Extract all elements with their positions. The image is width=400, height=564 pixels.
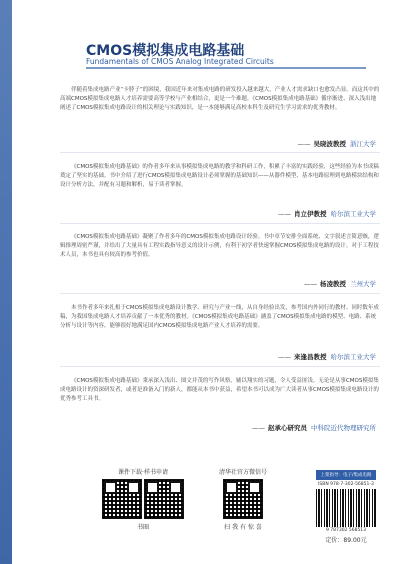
review-3-org: 兰州大学 <box>350 280 376 288</box>
review-3-signature <box>304 279 376 288</box>
review-4-org: 哈尔滨工业大学 <box>330 353 376 361</box>
price: 定价：89.00元 <box>325 537 367 544</box>
left-accent-bar <box>0 0 12 564</box>
barcode-image <box>316 489 376 527</box>
review-4-signature <box>278 352 376 361</box>
signature-dash: —— <box>278 210 291 218</box>
review-2-name: 肖立伊教授 <box>294 210 327 218</box>
review-1 <box>60 86 380 113</box>
review-1-org: 浙江大学 <box>350 140 376 148</box>
review-2-text: 《CMOS模拟集成电路基础》的作者多年来从事模拟集成电路的教学和科研工作，积累了丰富的实践经验，这些经验为本书成稿奠定了坚实的基础。书中介绍了进行CMOS模拟集成电路设计必须掌握的基础知识——从器件模型、基本电路原理到电路模块结构和设计分析方法，并配有习题和解析，易于读者掌握。 <box>60 164 379 188</box>
review-5-org: 中科院近代物理研究所 <box>311 424 376 432</box>
divider-2 <box>60 223 380 224</box>
review-3 <box>60 233 380 260</box>
review-4 <box>60 304 380 331</box>
review-1-text: 伴随着集成电路产业“卡脖子”的困境，我国近年来对集成电路的研发投入越来越大，产业人才需求缺口也愈发凸显。而这其中的高端CMOS模拟集成电路人才培养需要高等学校与产业相结合，更是一个难题。《CMOS模拟集成电路基础》循序渐进、深入浅出地阐述了CMOS模拟集成电路设计的相关理论与实践知识，是一本能够满足高校本科生及研究生学习需求的优秀教材。 <box>60 87 380 111</box>
barcode-number: 9 787302 568513 <box>325 528 367 533</box>
review-1-name: 吴晓波教授 <box>313 140 346 148</box>
signature-dash: —— <box>297 140 311 148</box>
qr-code-courseware <box>102 479 142 519</box>
review-2 <box>60 163 380 190</box>
review-5-signature <box>252 423 376 432</box>
qr-left-row <box>100 479 186 519</box>
divider-3 <box>60 293 380 294</box>
barcode-box <box>316 470 376 548</box>
shelf-category: 上架指导：电子/集成电路 <box>316 470 376 480</box>
qr-block-left <box>100 467 186 531</box>
qr-code-sample <box>144 479 184 519</box>
review-3-name: 杨凌教授 <box>320 280 346 288</box>
qr-code-wechat <box>223 479 263 519</box>
review-5 <box>60 377 380 404</box>
review-5-text: 《CMOS模拟集成电路基础》秉承深入浅出、图文并茂的写作风格，辅以翔实的习题，令人受益匪浅。无论是从事CMOS模拟集成电路设计的资深研发者，或者是准备入门的新人，都能从本书中获益，希望本书可以成为广大读者从事CMOS模拟集成电路设计的优秀参考工具书。 <box>60 378 379 402</box>
review-5-name: 赵承心研究员 <box>268 424 307 432</box>
signature-dash: —— <box>304 280 317 288</box>
isbn: ISBN 978-7-302-56851-3 <box>318 482 374 487</box>
qr-right-caption: 扫 我 有 惊 喜 <box>224 524 262 531</box>
review-4-name: 来逢昌教授 <box>294 353 327 361</box>
review-4-text: 本书作者多年来扎根于CMOS模拟集成电路设计教学、研究与产业一线，从自身经验出发，参考国内外同行的教材、同时数年成稿，为我国集成电路人才培养贡献了一本优秀的教材。《CMOS模拟集成电路基础》涵盖了CMOS模拟集成电路的模型、电路、系统分析与设计等内容，能够很好地满足国内CMOS模拟集成电路产业人才培养的需要。 <box>60 305 379 329</box>
qr-right-label: 清华社官方微信号 <box>218 469 267 476</box>
qr-block-right <box>200 467 286 531</box>
qr-left-caption: 书圈 <box>136 524 149 531</box>
divider-1 <box>60 152 380 153</box>
review-2-signature <box>278 209 376 218</box>
review-1-signature <box>298 139 377 148</box>
divider-4 <box>60 366 380 367</box>
signature-dash: —— <box>278 353 291 361</box>
qr-left-label: 课件下载·样书申请 <box>118 469 168 476</box>
qr-area <box>100 467 300 557</box>
qr-right-row <box>200 479 286 519</box>
signature-dash: —— <box>252 424 265 432</box>
book-title-cn: CMOS模拟集成电路基础 <box>86 43 245 59</box>
review-2-org: 哈尔滨工业大学 <box>330 210 376 218</box>
book-title-en: Fundamentals of CMOS Analog Integrated Circuits <box>86 57 274 66</box>
review-3-text: 《CMOS模拟集成电路基础》凝聚了作者多年的CMOS模拟集成电路设计经验。书中章节安排全面系统、文字叙述言简意赅，逻辑推理周密严谨，并给出了大量具有工程实践指导意义的设计示例，有利于初学者快速掌握CMOS模拟集成电路的设计。对于工程技术人员，本书也具有较高的参考价值。 <box>60 234 379 258</box>
header-divider <box>86 67 366 69</box>
